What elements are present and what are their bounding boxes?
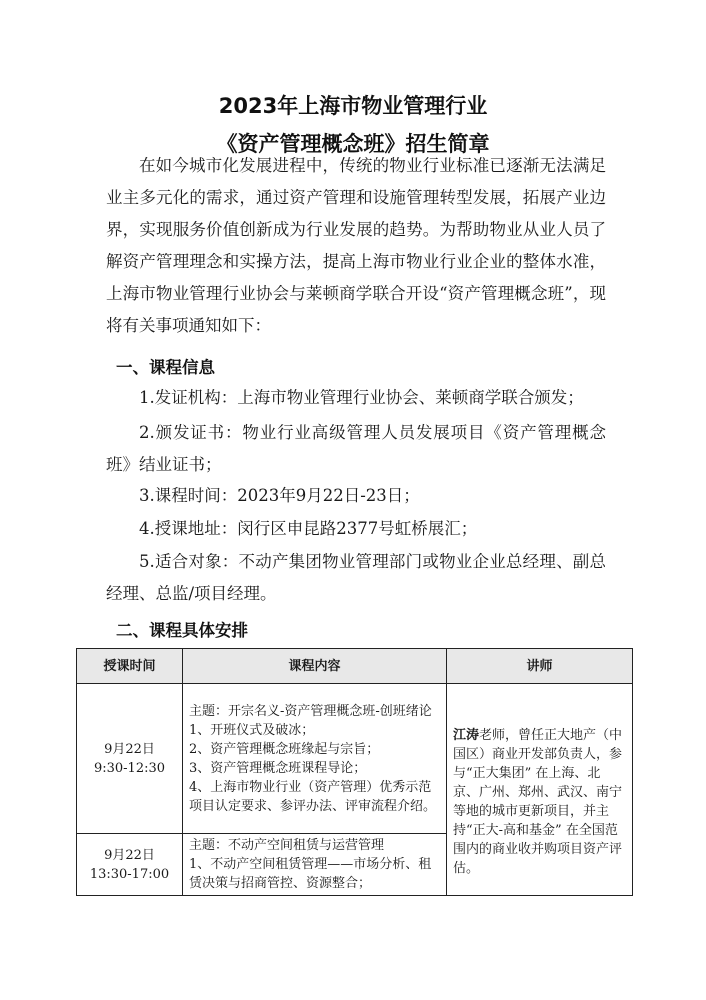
content-line: 主题：不动产空间租赁与运营管理: [189, 838, 385, 853]
header-content: 课程内容: [183, 649, 447, 684]
course-info-item: 2.颁发证书：物业行业高级管理人员发展项目《资产管理概念班》结业证书；: [106, 423, 606, 474]
content-line: 主题：开宗名义-资产管理概念班-创班绪论: [189, 703, 432, 719]
content-line: 4、上海市物业行业（资产管理）优秀示范项目认定要求、参评办法、评审流程介绍。: [189, 779, 437, 814]
teacher-bio: 老师，曾任正大地产（中国区）商业开发部负责人，参与“正大集团” 在上海、北京、广州、郑州、武汉、南宁等地的城市更新项目，并主持“正大-高和基金” 在全国范围内的商业收并购项目资产评估。: [453, 728, 623, 876]
time-date: 9月22日: [104, 741, 155, 757]
schedule-table: [76, 648, 633, 896]
course-info-item: 4.授课地址：闵行区申昆路2377号虹桥展汇；: [139, 519, 478, 538]
time-range: 13:30-17:00: [89, 866, 170, 882]
doc-title-line1: 2023年上海市物业管理行业: [218, 94, 488, 118]
content-line: 3、资产管理概念班课程导论；: [189, 760, 367, 776]
doc-title-line2: 《资产管理概念班》招生简章: [216, 132, 490, 156]
time-date: 9月22日: [104, 847, 155, 863]
content-line: 1、不动产空间租赁管理——市场分析、租赁决策与招商管控、资源整合；: [189, 857, 432, 891]
header-time: 授课时间: [77, 649, 183, 684]
table-header-row: [77, 649, 633, 684]
course-info-item: 1.发证机构：上海市物业管理行业协会、莱顿商学联合颁发；: [139, 388, 584, 407]
content-cell: [183, 834, 447, 896]
content-line: 2、资产管理概念班缘起与宗旨；: [189, 741, 380, 757]
content-cell: [183, 684, 447, 834]
course-info-item: 3.课程时间：2023年9月22日-23日；: [139, 486, 420, 505]
intro-paragraph: 在如今城市化发展进程中，传统的物业行业标准已逐渐无法满足业主多元化的需求，通过资产管理和设施管理转型发展，拓展产业边界，实现服务价值创新成为行业发展的趋势。为帮助物业从业人员了解资产管理理念和实操方法，提高上海市物业行业企业的整体水准，上海市物业管理行业协会与莱顿商学联合开设“资产管理概念班”，现将有关事项通知如下：: [106, 156, 606, 335]
section-heading-course-info: 一、课程信息: [116, 358, 215, 377]
content-line: 1、开班仪式及破冰；: [189, 722, 315, 738]
section-heading-schedule: 二、课程具体安排: [116, 621, 248, 640]
course-info-item: 5.适合对象：不动产集团物业管理部门或物业企业总经理、副总经理、总监/项目经理。: [106, 552, 606, 603]
header-teacher: 讲师: [447, 649, 633, 684]
table-row: [77, 684, 633, 834]
teacher-name: 江涛: [453, 728, 480, 743]
time-cell: [77, 684, 183, 834]
teacher-cell: [447, 684, 633, 896]
time-range: 9:30-12:30: [93, 760, 166, 776]
time-cell: [77, 834, 183, 896]
